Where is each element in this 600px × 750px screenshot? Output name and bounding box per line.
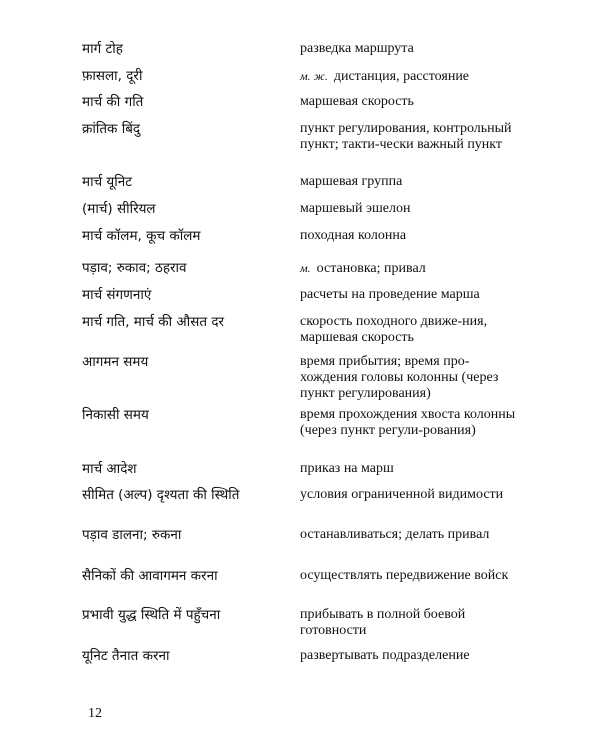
translation-text: маршевая группа [300, 174, 403, 189]
translation-text: приказ на марш [300, 461, 394, 476]
translation-text: дистанция, расстояние [333, 69, 470, 84]
russian-translation [300, 484, 522, 503]
hindi-term: सीमित (अल्प) दृश्यता की स्थिति [82, 487, 240, 503]
page-number: 12 [88, 706, 102, 721]
hindi-term: मार्च गति, मार्च की औसत दर [82, 314, 225, 330]
entry-row [82, 524, 522, 544]
translation-text: осуществлять передвижение войск [300, 568, 509, 583]
translation-text: прибывать в полной боевой готовности [300, 607, 466, 638]
hindi-term: मार्च की गति [82, 94, 144, 110]
russian-translation [300, 404, 522, 439]
entry-row [82, 257, 522, 277]
entry-row [82, 404, 522, 439]
russian-translation [300, 171, 522, 190]
translation-text: скорость походного движе-ния, маршевая скорость [300, 314, 488, 345]
translation-text: развертывать подразделение [300, 648, 470, 663]
entry-row [82, 91, 522, 111]
grammar-label: м. ж. [300, 69, 328, 83]
hindi-term: क्रांतिक बिंदु [82, 121, 141, 137]
hindi-term: मार्च यूनिट [82, 174, 133, 190]
russian-translation [300, 458, 522, 477]
hindi-term: यूनिट तैनात करना [82, 648, 170, 664]
entry-row [82, 38, 522, 58]
translation-text: маршевый эшелон [300, 201, 411, 216]
hindi-term: मार्च कॉलम, कूच कॉलम [82, 228, 201, 244]
entry-row [82, 351, 522, 402]
russian-translation [300, 38, 522, 57]
entry-row [82, 604, 522, 639]
russian-translation [300, 257, 522, 277]
entry-row [82, 284, 522, 304]
entry-row [82, 65, 522, 85]
russian-translation [300, 198, 522, 217]
russian-translation [300, 604, 522, 639]
entry-row [82, 198, 522, 218]
entry-row [82, 565, 522, 585]
entry-row [82, 311, 522, 346]
hindi-term: प्रभावी युद्ध स्थिति में पहुँचना [82, 607, 221, 623]
translation-text: время прохождения хвоста колонны (через пункт регули-рования) [300, 407, 516, 438]
hindi-term: पड़ाव डालना; रुकना [82, 527, 182, 543]
entry-row [82, 645, 522, 665]
translation-text: походная колонна [300, 228, 407, 243]
russian-translation [300, 284, 522, 303]
russian-translation [300, 524, 522, 543]
entry-row [82, 458, 522, 478]
hindi-term: मार्च संगणनाएं [82, 287, 152, 303]
entry-row [82, 118, 522, 153]
hindi-term: निकासी समय [82, 407, 149, 423]
translation-text: остановка; привал [316, 261, 426, 276]
translation-text: условия ограниченной видимости [300, 487, 504, 502]
translation-text: маршевая скорость [300, 94, 414, 109]
hindi-term: मार्च आदेश [82, 461, 137, 477]
translation-text: разведка маршрута [300, 41, 414, 56]
entry-row [82, 225, 522, 245]
translation-text: останавливаться; делать привал [300, 527, 490, 542]
hindi-term: पड़ाव; रुकाव; ठहराव [82, 260, 187, 276]
hindi-term: आगमन समय [82, 354, 149, 370]
russian-translation [300, 225, 522, 244]
hindi-term: मार्ग टोह [82, 41, 123, 57]
russian-translation [300, 645, 522, 664]
entry-row [82, 484, 522, 504]
hindi-term: फ़ासला, दूरी [82, 68, 143, 84]
hindi-term: (मार्च) सीरियल [82, 201, 156, 217]
translation-text: расчеты на проведение марша [300, 287, 480, 302]
russian-translation [300, 91, 522, 110]
russian-translation [300, 65, 522, 85]
russian-translation [300, 351, 522, 402]
russian-translation [300, 118, 522, 153]
translation-text: пункт регулирования, контрольный пункт; такти-чески важный пункт [300, 121, 512, 152]
russian-translation [300, 311, 522, 346]
grammar-label: м. [300, 261, 311, 275]
translation-text: время прибытия; время про-хождения головы колонны (через пункт регулирования) [300, 354, 499, 401]
russian-translation [300, 565, 522, 584]
entry-row [82, 171, 522, 191]
hindi-term: सैनिकों की आवागमन करना [82, 568, 218, 584]
